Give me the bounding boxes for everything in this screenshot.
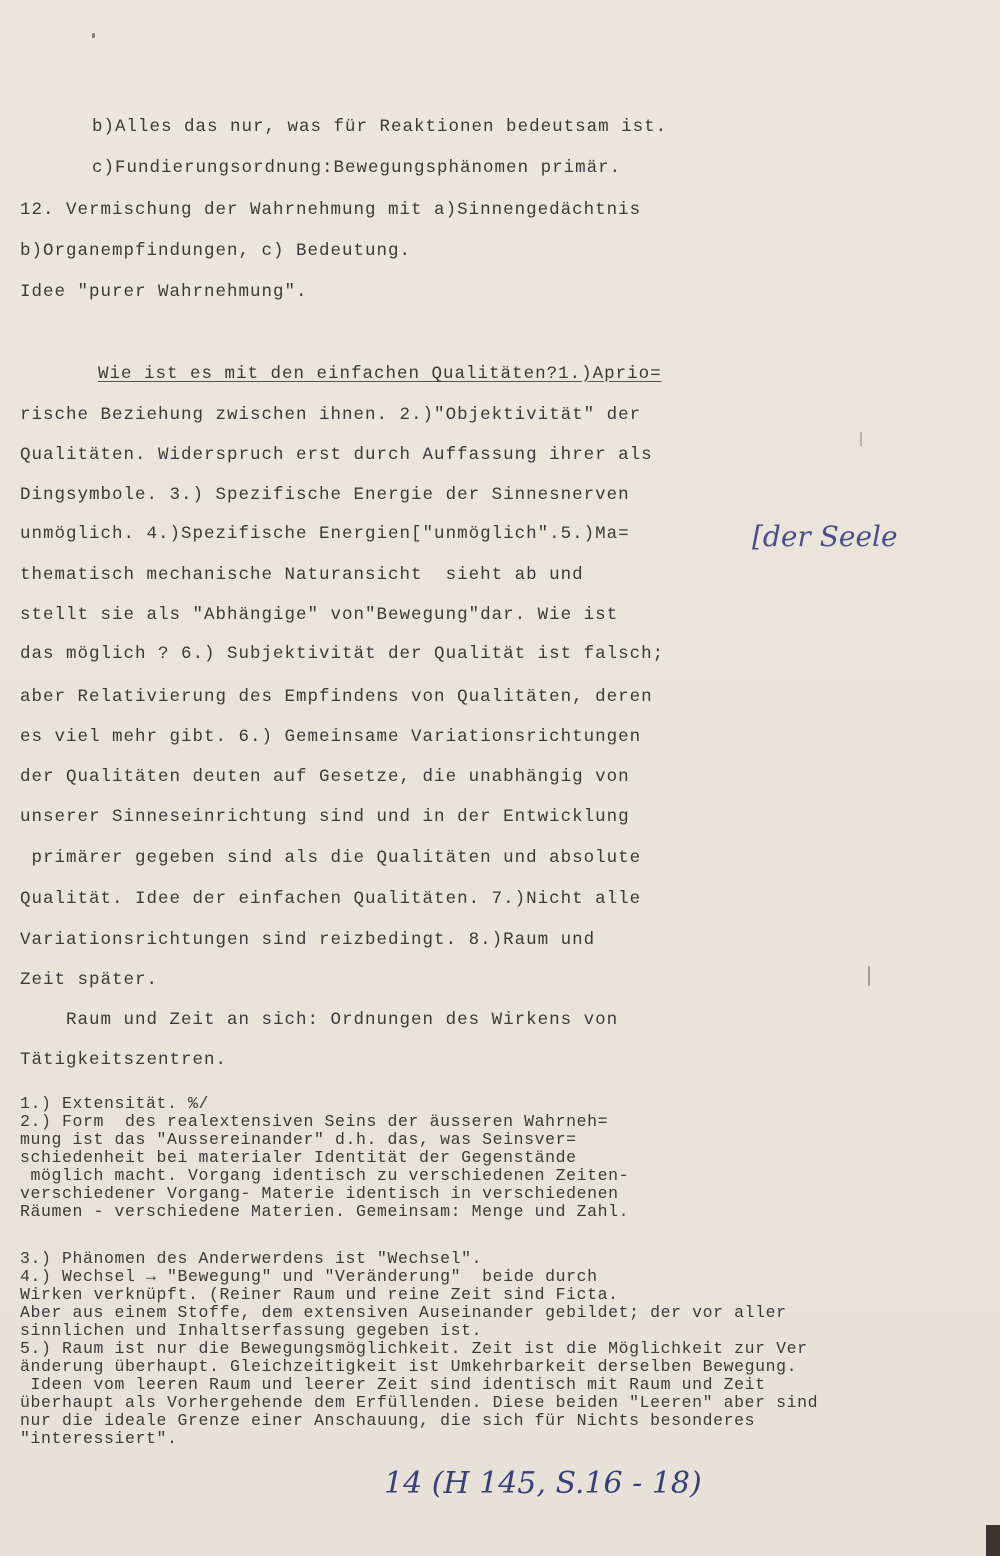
text-line: verschiedener Vorgang- Materie identisch in verschiedenen <box>20 1184 619 1203</box>
text-line: Räumen - verschiedene Materien. Gemeinsam: Menge und Zahl. <box>20 1202 630 1221</box>
text-line: Ideen vom leeren Raum und leerer Zeit sind identisch mit Raum und Zeit <box>20 1375 766 1394</box>
text-line: Wirken verknüpft. (Reiner Raum und reine Zeit sind Ficta. <box>20 1285 619 1304</box>
text-line: sinnlichen und Inhaltserfassung gegeben ist. <box>20 1321 483 1340</box>
text-line: "interessiert". <box>20 1429 178 1448</box>
text-line: Zeit später. <box>20 970 159 990</box>
text-line: überhaupt als Vorhergehende dem Erfüllenden. Diese beiden "Leeren" aber sind <box>20 1393 819 1412</box>
text-line: thematisch mechanische Naturansicht sieht ab und <box>20 565 584 585</box>
text-line: Tätigkeitszentren. <box>20 1050 228 1070</box>
paper-speck <box>860 432 862 446</box>
handwritten-margin-note: [der Seele <box>752 520 898 553</box>
text-line: aber Relativierung des Empfindens von Qualitäten, deren <box>20 687 653 707</box>
paper-speck <box>868 966 870 986</box>
text-line: 3.) Phänomen des Anderwerdens ist "Wechsel". <box>20 1249 483 1268</box>
text-line: b)Alles das nur, was für Reaktionen bedeutsam ist. <box>92 117 668 137</box>
text-line: Idee "purer Wahrnehmung". <box>20 282 308 302</box>
text-line: Dingsymbole. 3.) Spezifische Energie der Sinnesnerven <box>20 485 630 505</box>
text-line: das möglich ? 6.) Subjektivität der Qualität ist falsch; <box>20 644 665 664</box>
handwritten-archive-reference: 14 (H 145, S.16 - 18) <box>384 1466 702 1501</box>
text-line: nur die ideale Grenze einer Anschauung, die sich für Nichts besonderes <box>20 1411 756 1430</box>
text-line: Qualität. Idee der einfachen Qualitäten. 7.)Nicht alle <box>20 889 642 909</box>
text-line: c)Fundierungsordnung:Bewegungsphänomen primär. <box>92 158 622 178</box>
text-line: 4.) Wechsel → "Bewegung" und "Veränderung" beide durch <box>20 1267 598 1286</box>
text-line: Variationsrichtungen sind reizbedingt. 8.)Raum und <box>20 930 596 950</box>
text-line: möglich macht. Vorgang identisch zu verschiedenen Zeiten- <box>20 1166 630 1185</box>
text-line: unmöglich. 4.)Spezifische Energien["unmöglich".5.)Ma= <box>20 524 630 544</box>
text-line: unserer Sinneseinrichtung sind und in der Entwicklung <box>20 807 630 827</box>
text-line: 2.) Form des realextensiven Seins der äusseren Wahrneh= <box>20 1112 609 1131</box>
text-line: schiedenheit bei materialer Identität der Gegenstände <box>20 1148 577 1167</box>
text-line: 12. Vermischung der Wahrnehmung mit a)Sinnengedächtnis <box>20 200 642 220</box>
text-line: primärer gegeben sind als die Qualitäten und absolute <box>20 848 642 868</box>
text-line: b)Organempfindungen, c) Bedeutung. <box>20 241 412 261</box>
text-line: mung ist das "Aussereinander" d.h. das, was Seinsver= <box>20 1130 577 1149</box>
text-line: 5.) Raum ist nur die Bewegungsmöglichkeit. Zeit ist die Möglichkeit zur Ver <box>20 1339 808 1358</box>
text-line: Wie ist es mit den einfachen Qualitäten?1.)Aprio= <box>98 364 662 384</box>
text-line: Raum und Zeit an sich: Ordnungen des Wirkens von <box>20 1010 619 1030</box>
paper-speck <box>92 33 95 38</box>
text-line: 1.) Extensität. %/ <box>20 1094 210 1113</box>
text-line: rische Beziehung zwischen ihnen. 2.)"Objektivität" der <box>20 405 642 425</box>
text-line: es viel mehr gibt. 6.) Gemeinsame Variationsrichtungen <box>20 727 642 747</box>
text-line: der Qualitäten deuten auf Gesetze, die unabhängig von <box>20 767 630 787</box>
text-line: stellt sie als "Abhängige" von"Bewegung"dar. Wie ist <box>20 605 619 625</box>
edge-clip-mark <box>986 1525 1000 1556</box>
text-line: änderung überhaupt. Gleichzeitigkeit ist Umkehrbarkeit derselben Bewegung. <box>20 1357 798 1376</box>
text-line: Qualitäten. Widerspruch erst durch Auffassung ihrer als <box>20 445 653 465</box>
text-line: Aber aus einem Stoffe, dem extensiven Auseinander gebildet; der vor aller <box>20 1303 787 1322</box>
